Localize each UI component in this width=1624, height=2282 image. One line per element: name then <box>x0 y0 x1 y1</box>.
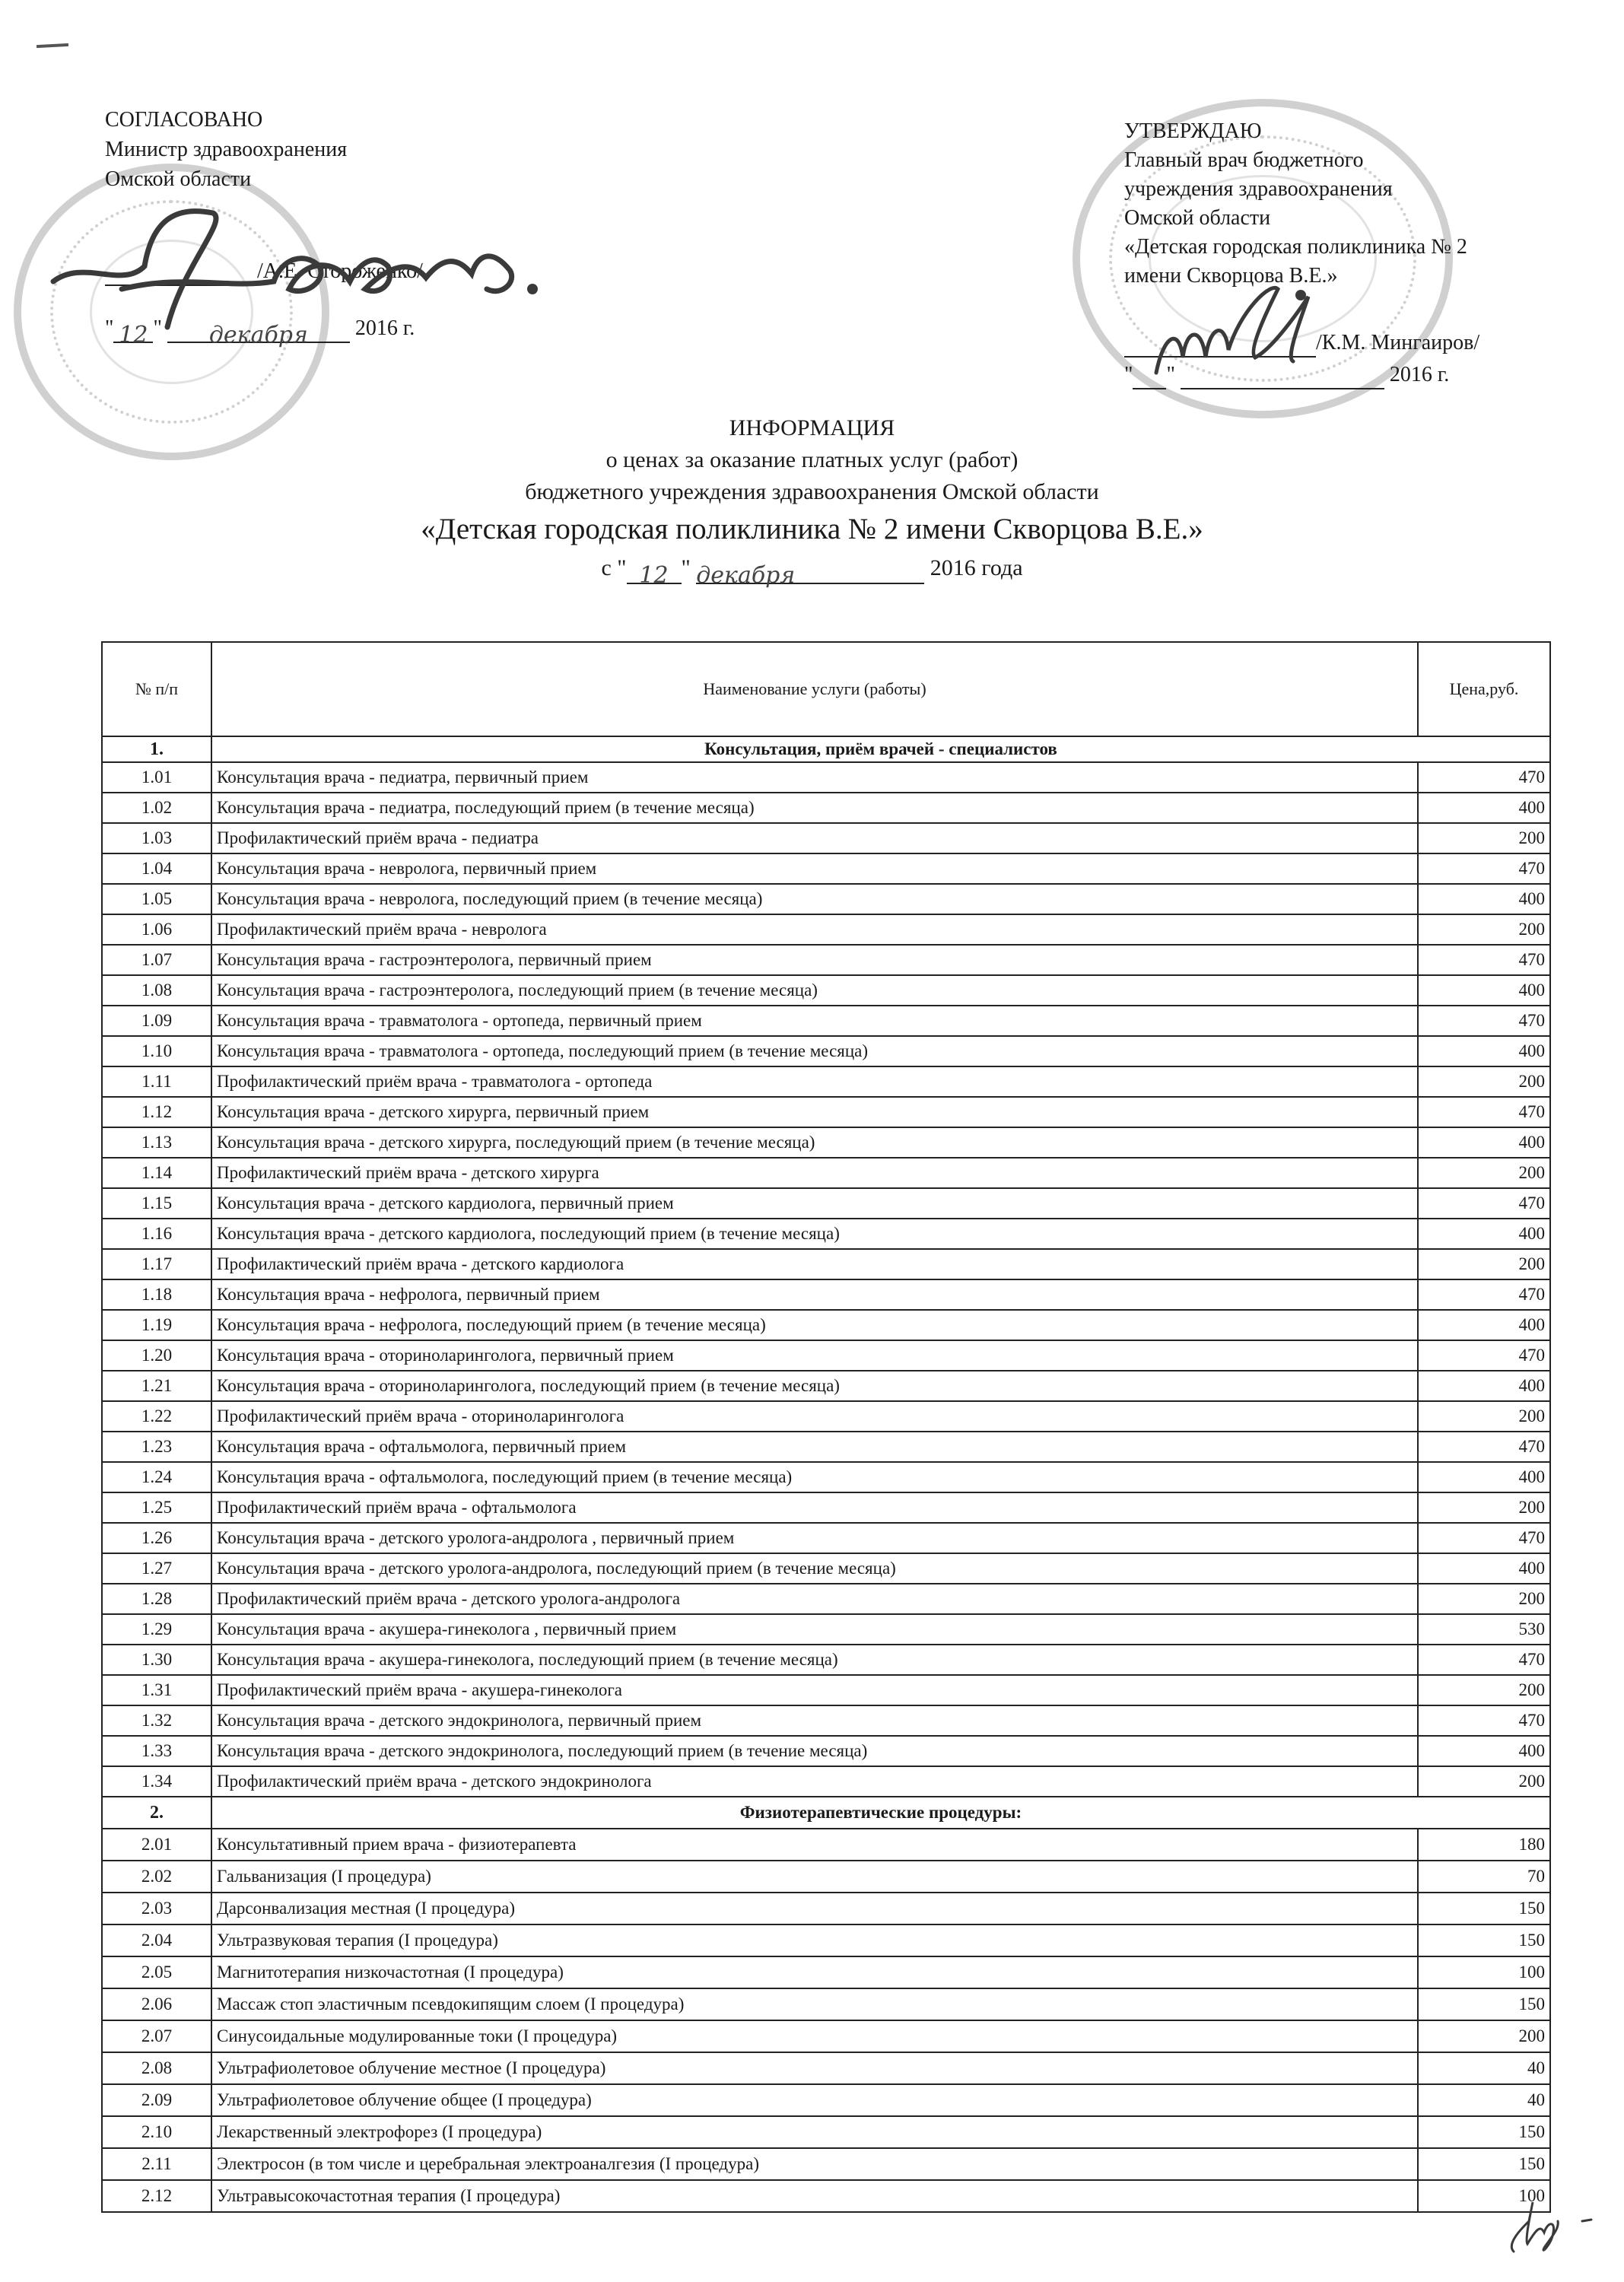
date-quote: " <box>681 555 691 580</box>
service-name: Консультация врача - педиатра, первичный прием <box>211 762 1418 793</box>
service-price: 150 <box>1418 1988 1550 2020</box>
table-row <box>102 2116 1550 2148</box>
row-number: 1.24 <box>102 1462 211 1492</box>
effective-date <box>0 552 1624 589</box>
signature-blank <box>1124 335 1316 358</box>
service-price: 470 <box>1418 1006 1550 1036</box>
table-row <box>102 1371 1550 1401</box>
service-name: Консультация врача - офтальмолога, последующий прием (в течение месяца) <box>211 1462 1418 1492</box>
service-price: 200 <box>1418 914 1550 945</box>
service-name: Консультация врача - травматолога - ортопеда, первичный прием <box>211 1006 1418 1036</box>
service-name: Консультация врача - детского кардиолога, первичный прием <box>211 1188 1418 1219</box>
table-row <box>102 1401 1550 1432</box>
approval-position: «Детская городская поликлиника № 2 <box>1124 235 1467 259</box>
row-number: 1.01 <box>102 762 211 793</box>
row-number: 2.10 <box>102 2116 211 2148</box>
table-row <box>102 1829 1550 1861</box>
service-price: 400 <box>1418 793 1550 823</box>
row-number: 1.10 <box>102 1036 211 1066</box>
table-row <box>102 914 1550 945</box>
service-name: Лекарственный электрофорез (I процедура) <box>211 2116 1418 2148</box>
service-name: Консультация врача - нефролога, последующий прием (в течение месяца) <box>211 1310 1418 1340</box>
service-name: Профилактический приём врача - педиатра <box>211 823 1418 853</box>
service-name: Профилактический приём врача - травматолога - ортопеда <box>211 1066 1418 1097</box>
approval-position: Омской области <box>1124 206 1271 230</box>
service-name: Консультация врача - травматолога - ортопеда, последующий прием (в течение месяца) <box>211 1036 1418 1066</box>
approval-position: Главный врач бюджетного <box>1124 148 1364 172</box>
row-number: 1.14 <box>102 1158 211 1188</box>
column-header-price: Цена,руб. <box>1418 642 1550 736</box>
row-number: 1.06 <box>102 914 211 945</box>
row-number: 1.12 <box>102 1097 211 1127</box>
service-price: 530 <box>1418 1614 1550 1645</box>
table-row <box>102 1645 1550 1675</box>
approval-position: Министр здравоохранения <box>105 138 348 161</box>
service-name: Профилактический приём врача - акушера-гинеколога <box>211 1675 1418 1705</box>
service-name: Консультация врача - невролога, последующий прием (в течение месяца) <box>211 884 1418 914</box>
table-section-2 <box>102 1797 1550 2212</box>
table-row <box>102 884 1550 914</box>
document-title-block <box>0 412 1624 589</box>
row-number: 1.17 <box>102 1249 211 1279</box>
service-name: Дарсонвализация местная (I процедура) <box>211 1893 1418 1924</box>
service-price: 200 <box>1418 823 1550 853</box>
table-row <box>102 1584 1550 1614</box>
service-price: 150 <box>1418 2148 1550 2180</box>
service-name: Профилактический приём врача - детского уролога-андролога <box>211 1584 1418 1614</box>
service-name: Консультация врача - детского уролога-андролога , первичный прием <box>211 1523 1418 1553</box>
service-name: Консультация врача - педиатра, последующий прием (в течение месяца) <box>211 793 1418 823</box>
section-number: 2. <box>102 1797 211 1829</box>
row-number: 1.31 <box>102 1675 211 1705</box>
row-number: 1.16 <box>102 1219 211 1249</box>
service-price: 470 <box>1418 1523 1550 1553</box>
service-price: 40 <box>1418 2052 1550 2084</box>
row-number: 1.09 <box>102 1006 211 1036</box>
service-name: Профилактический приём врача - детского эндокринолога <box>211 1766 1418 1797</box>
table-row <box>102 1553 1550 1584</box>
service-price: 470 <box>1418 1279 1550 1310</box>
column-header-name: Наименование услуги (работы) <box>211 642 1418 736</box>
approval-position: Омской области <box>105 167 252 191</box>
service-name: Консультация врача - детского эндокринолога, первичный прием <box>211 1705 1418 1736</box>
row-number: 1.19 <box>102 1310 211 1340</box>
signature-blank <box>105 263 257 286</box>
service-price: 200 <box>1418 1675 1550 1705</box>
table-section-1 <box>102 736 1550 1797</box>
row-number: 1.23 <box>102 1432 211 1462</box>
approval-position: имени Скворцова В.Е.» <box>1124 264 1338 288</box>
table-row <box>102 2148 1550 2180</box>
service-price: 470 <box>1418 1705 1550 1736</box>
service-name: Консультация врача - акушера-гинеколога , первичный прием <box>211 1614 1418 1645</box>
service-price: 200 <box>1418 1401 1550 1432</box>
service-name: Профилактический приём врача - оториноларинголога <box>211 1401 1418 1432</box>
document-subtitle: бюджетного учреждения здравоохранения Омской области <box>525 479 1099 504</box>
service-price: 400 <box>1418 1371 1550 1401</box>
service-name: Консультация врача - детского хирурга, первичный прием <box>211 1097 1418 1127</box>
service-price: 100 <box>1418 1956 1550 1988</box>
service-price: 200 <box>1418 1249 1550 1279</box>
table-row <box>102 1310 1550 1340</box>
row-number: 1.30 <box>102 1645 211 1675</box>
row-number: 1.20 <box>102 1340 211 1371</box>
signature-line <box>105 256 423 286</box>
date-month: декабря <box>696 560 924 584</box>
row-number: 2.05 <box>102 1956 211 1988</box>
table-row <box>102 1432 1550 1462</box>
table-row <box>102 1893 1550 1924</box>
service-name: Электросон (в том числе и церебральная электроаналгезия (I процедура) <box>211 2148 1418 2180</box>
table-row <box>102 1462 1550 1492</box>
row-number: 1.11 <box>102 1066 211 1097</box>
table-row <box>102 1279 1550 1310</box>
service-name: Консультация врача - детского кардиолога, последующий прием (в течение месяца) <box>211 1219 1418 1249</box>
row-number: 1.13 <box>102 1127 211 1158</box>
service-price: 200 <box>1418 1066 1550 1097</box>
table-row <box>102 2180 1550 2212</box>
table-row <box>102 762 1550 793</box>
table-row <box>102 2020 1550 2052</box>
row-number: 2.06 <box>102 1988 211 2020</box>
table-row <box>102 1097 1550 1127</box>
row-number: 1.34 <box>102 1766 211 1797</box>
service-name: Консультация врача - детского уролога-андролога, последующий прием (в течение месяца) <box>211 1553 1418 1584</box>
service-name: Консультация врача - нефролога, первичный прием <box>211 1279 1418 1310</box>
table-row <box>102 2084 1550 2116</box>
service-price: 400 <box>1418 884 1550 914</box>
service-name: Консультация врача - детского хирурга, последующий прием (в течение месяца) <box>211 1127 1418 1158</box>
row-number: 1.27 <box>102 1553 211 1584</box>
service-name: Консультация врача - акушера-гинеколога, последующий прием (в течение месяца) <box>211 1645 1418 1675</box>
service-name: Синусоидальные модулированные токи (I процедура) <box>211 2020 1418 2052</box>
approval-block-right <box>1124 117 1479 389</box>
table-row <box>102 1492 1550 1523</box>
row-number: 2.11 <box>102 2148 211 2180</box>
service-price: 470 <box>1418 853 1550 884</box>
table-row <box>102 2052 1550 2084</box>
service-price: 200 <box>1418 1158 1550 1188</box>
service-name: Гальванизация (I процедура) <box>211 1861 1418 1893</box>
row-number: 2.01 <box>102 1829 211 1861</box>
table-row <box>102 1066 1550 1097</box>
row-number: 1.29 <box>102 1614 211 1645</box>
service-price: 180 <box>1418 1829 1550 1861</box>
row-number: 1.08 <box>102 975 211 1006</box>
service-price: 470 <box>1418 1645 1550 1675</box>
service-name: Ультравысокочастотная терапия (I процедура) <box>211 2180 1418 2212</box>
approval-heading: УТВЕРЖДАЮ <box>1124 119 1262 143</box>
table-row <box>102 1675 1550 1705</box>
service-price: 40 <box>1418 2084 1550 2116</box>
document-title: ИНФОРМАЦИЯ <box>729 415 895 440</box>
service-price: 400 <box>1418 1310 1550 1340</box>
row-number: 1.25 <box>102 1492 211 1523</box>
service-name: Профилактический приём врача - офтальмолога <box>211 1492 1418 1523</box>
service-name: Консультация врача - гастроэнтеролога, последующий прием (в течение месяца) <box>211 975 1418 1006</box>
service-price: 470 <box>1418 1432 1550 1462</box>
row-number: 2.07 <box>102 2020 211 2052</box>
service-name: Консультация врача - гастроэнтеролога, первичный прием <box>211 945 1418 975</box>
service-price: 200 <box>1418 2020 1550 2052</box>
service-price: 150 <box>1418 2116 1550 2148</box>
table-row <box>102 853 1550 884</box>
table-row <box>102 1766 1550 1797</box>
service-price: 470 <box>1418 762 1550 793</box>
service-price: 470 <box>1418 1188 1550 1219</box>
table-row <box>102 1158 1550 1188</box>
service-price: 200 <box>1418 1492 1550 1523</box>
row-number: 2.09 <box>102 2084 211 2116</box>
row-number: 1.28 <box>102 1584 211 1614</box>
service-price: 400 <box>1418 1736 1550 1766</box>
table-row <box>102 945 1550 975</box>
service-price: 150 <box>1418 1924 1550 1956</box>
approval-date: " 12 " декабря 2016 г. <box>105 316 415 348</box>
table-row <box>102 1924 1550 1956</box>
service-name: Массаж стоп эластичным псевдокипящим слоем (I процедура) <box>211 1988 1418 2020</box>
table-row <box>102 1249 1550 1279</box>
service-name: Ультразвуковая терапия (I процедура) <box>211 1924 1418 1956</box>
service-price: 470 <box>1418 1097 1550 1127</box>
row-number: 1.15 <box>102 1188 211 1219</box>
row-number: 1.18 <box>102 1279 211 1310</box>
row-number: 1.26 <box>102 1523 211 1553</box>
service-name: Консультация врача - оториноларинголога, последующий прием (в течение месяца) <box>211 1371 1418 1401</box>
institution-name: «Детская городская поликлиника № 2 имени Скворцова В.Е.» <box>421 513 1203 545</box>
approval-position: учреждения здравоохранения <box>1124 177 1393 201</box>
table-row <box>102 1219 1550 1249</box>
column-header-num: № п/п <box>102 642 211 736</box>
service-price: 400 <box>1418 1036 1550 1066</box>
approval-block-left <box>105 105 423 348</box>
document-subtitle: о ценах за оказание платных услуг (работ) <box>605 447 1019 472</box>
row-number: 2.08 <box>102 2052 211 2084</box>
row-number: 1.32 <box>102 1705 211 1736</box>
service-name: Профилактический приём врача - невролога <box>211 914 1418 945</box>
date-month: декабря <box>167 320 350 343</box>
service-price: 470 <box>1418 945 1550 975</box>
table-row <box>102 1705 1550 1736</box>
service-name: Профилактический приём врача - детского кардиолога <box>211 1249 1418 1279</box>
table-row <box>102 1988 1550 2020</box>
table-row <box>102 1127 1550 1158</box>
table-row <box>102 1340 1550 1371</box>
date-day <box>1133 367 1166 389</box>
service-price: 400 <box>1418 1462 1550 1492</box>
service-price: 70 <box>1418 1861 1550 1893</box>
scan-artifact-mark <box>37 43 68 48</box>
service-price: 100 <box>1418 2180 1550 2212</box>
service-name: Консультативный прием врача - физиотерапевта <box>211 1829 1418 1861</box>
service-price: 200 <box>1418 1766 1550 1797</box>
row-number: 1.22 <box>102 1401 211 1432</box>
price-table <box>101 641 1551 2213</box>
table-row <box>102 975 1550 1006</box>
date-year: 2016 г. <box>354 316 415 340</box>
date-day: 12 <box>113 320 153 343</box>
service-name: Ультрафиолетовое облучение местное (I процедура) <box>211 2052 1418 2084</box>
signature-line <box>1124 329 1479 358</box>
service-name: Консультация врача - детского эндокринолога, последующий прием (в течение месяца) <box>211 1736 1418 1766</box>
table-row <box>102 1861 1550 1893</box>
service-name: Ультрафиолетовое облучение общее (I процедура) <box>211 2084 1418 2116</box>
row-number: 1.02 <box>102 793 211 823</box>
section-number: 1. <box>102 736 211 762</box>
date-day: 12 <box>627 560 682 584</box>
row-number: 2.03 <box>102 1893 211 1924</box>
date-year: 2016 г. <box>1389 363 1450 386</box>
table-header-row <box>102 642 1550 736</box>
signer-name: /К.М. Мингаиров/ <box>1316 331 1480 354</box>
table-row <box>102 1036 1550 1066</box>
row-number: 1.33 <box>102 1736 211 1766</box>
section-row <box>102 1797 1550 1829</box>
table-row <box>102 823 1550 853</box>
table-row <box>102 1523 1550 1553</box>
service-price: 400 <box>1418 975 1550 1006</box>
signer-name: /А.Е. Стороженко/ <box>257 259 423 283</box>
service-price: 400 <box>1418 1127 1550 1158</box>
service-name: Консультация врача - невролога, первичный прием <box>211 853 1418 884</box>
service-price: 400 <box>1418 1219 1550 1249</box>
service-price: 400 <box>1418 1553 1550 1584</box>
table-row <box>102 1006 1550 1036</box>
section-title: Консультация, приём врачей - специалистов <box>211 736 1550 762</box>
section-title: Физиотерапевтические процедуры: <box>211 1797 1550 1829</box>
service-name: Консультация врача - оториноларинголога, первичный прием <box>211 1340 1418 1371</box>
row-number: 1.07 <box>102 945 211 975</box>
table-row <box>102 1614 1550 1645</box>
table-row <box>102 1956 1550 1988</box>
table-row <box>102 793 1550 823</box>
table-row <box>102 1188 1550 1219</box>
date-month <box>1181 367 1384 389</box>
service-price: 200 <box>1418 1584 1550 1614</box>
approval-heading: СОГЛАСОВАНО <box>105 108 263 132</box>
approval-date: " " 2016 г. <box>1124 361 1479 389</box>
row-number: 2.04 <box>102 1924 211 1956</box>
row-number: 2.12 <box>102 2180 211 2212</box>
service-price: 470 <box>1418 1340 1550 1371</box>
service-price: 150 <box>1418 1893 1550 1924</box>
service-name: Профилактический приём врача - детского хирурга <box>211 1158 1418 1188</box>
row-number: 1.03 <box>102 823 211 853</box>
service-name: Консультация врача - офтальмолога, первичный прием <box>211 1432 1418 1462</box>
date-prefix: с " <box>601 555 627 580</box>
row-number: 2.02 <box>102 1861 211 1893</box>
section-row <box>102 736 1550 762</box>
table-row <box>102 1736 1550 1766</box>
row-number: 1.04 <box>102 853 211 884</box>
date-year: 2016 года <box>930 555 1023 580</box>
row-number: 1.05 <box>102 884 211 914</box>
row-number: 1.21 <box>102 1371 211 1401</box>
service-name: Магнитотерапия низкочастотная (I процедура) <box>211 1956 1418 1988</box>
